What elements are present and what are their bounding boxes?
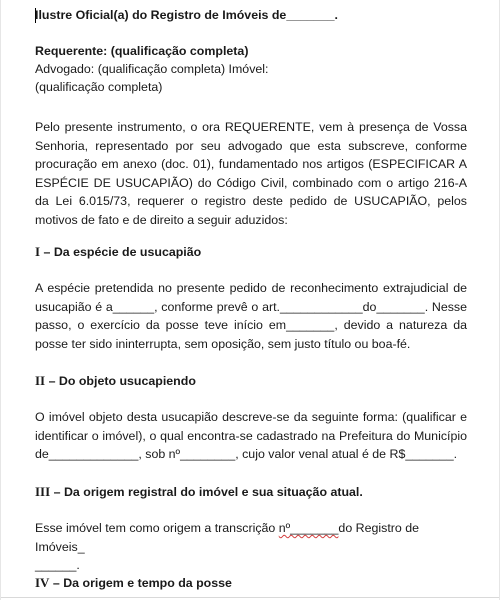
section-2-title: – Do objeto usucapiendo bbox=[45, 374, 196, 388]
section-2-body: O imóvel objeto desta usucapião descreve-se da seguinte forma: (qualificar e identificar o imóvel), o qual encontra-se cadastrado na Prefeitura do Município de_____________, sob nº________, cujo valor venal atual é de R$_______. bbox=[35, 410, 467, 461]
section-4-numeral: IV bbox=[35, 575, 50, 590]
section-3-text-a: Esse imóvel tem como origem a transcrição bbox=[35, 521, 279, 535]
section-2-numeral: II bbox=[35, 373, 46, 388]
title-text: Ilustre Oficial(a) do Registro de Imóveis de_______. bbox=[35, 8, 338, 22]
document-title bbox=[35, 6, 467, 25]
section-3-heading bbox=[35, 483, 467, 502]
section-3-title: – Da origem registral do imóvel e sua situação atual. bbox=[50, 485, 363, 499]
section-1-title: – Da espécie de usucapião bbox=[40, 245, 202, 259]
section-2-heading bbox=[35, 372, 467, 391]
section-1-heading bbox=[35, 243, 467, 262]
section-3-text-b: do Registro de Imóveis_ bbox=[35, 521, 420, 554]
imovel-qualification: (qualificação completa) bbox=[35, 80, 163, 94]
section-3-body bbox=[35, 519, 467, 575]
section-4-heading bbox=[35, 574, 467, 593]
section-3-numeral: III bbox=[35, 484, 51, 499]
spelling-error-mark: nº_______ bbox=[278, 521, 339, 535]
page-bottom-edge bbox=[1, 597, 499, 598]
section-4-title: – Da origem e tempo da posse bbox=[49, 576, 232, 590]
section-1-body: A espécie pretendida no presente pedido de reconhecimento extrajudicial de usucapião é a______, conforme prevê o art.____________do_______. Nesse passo, o exercício da posse teve início em_______, devido a natureza da posse ter sido ininterrupta, sem oposição, sem justo título ou boa-fé. bbox=[35, 281, 467, 351]
section-1-numeral: I bbox=[35, 244, 41, 259]
section-3-text-c: ______. bbox=[35, 558, 80, 572]
advogado-line: Advogado: (qualificação completa) Imóvel: bbox=[35, 62, 269, 76]
intro-paragraph: Pelo presente instrumento, o ora REQUERENTE, vem à presença de Vossa Senhoria, representado por seu advogado que esta subscreve, conforme procuração em anexo (doc. 01), fundamentado nos artigos (ESPECIFICAR A ESPÉCIE DE USUCAPIÃO) do Código Civil, combinado com o artigo 216-A da Lei 6.015/73, requerer o registro deste pedido de USUCAPIÃO, pelos motivos de fato e de direito a seguir aduzidos: bbox=[35, 120, 467, 227]
requerente-label: Requerente: (qualificação completa) bbox=[35, 44, 249, 58]
